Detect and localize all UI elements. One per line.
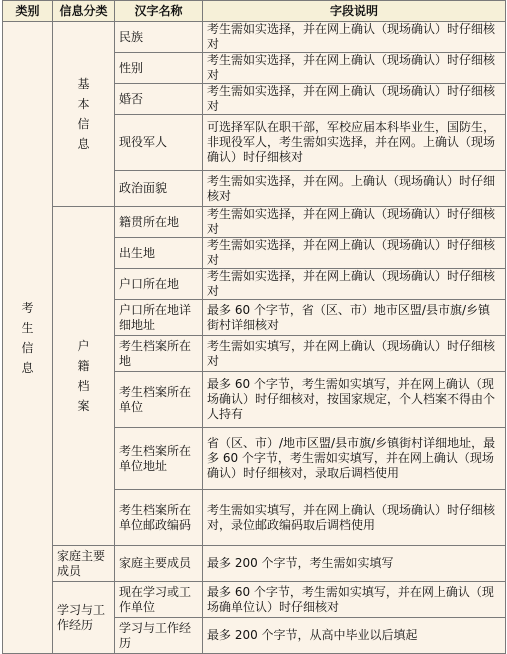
field-name: 学习与工作经历 (115, 618, 203, 654)
table-row (3, 22, 506, 53)
field-desc: 考生需如实填写，并在网上确认（现场确认）时仔细核对 (203, 336, 506, 372)
field-name: 现役军人 (115, 115, 203, 171)
field-desc: 省（区、市）/地市区盟/县市旗/乡镇街村详细地址，最多 60 个字节，考生需如实填写，并在网上确认（现场确认）时仔细核对，录取后调档使用 (203, 428, 506, 490)
info-table (2, 0, 506, 654)
category-label: 考生信息 (21, 300, 34, 375)
field-name: 家庭主要成员 (115, 546, 203, 582)
field-name: 考生档案所在地 (115, 336, 203, 372)
header-field-desc: 字段说明 (203, 1, 506, 22)
field-desc: 可选择军队在职干部，军校应届本科毕业生，国防生，非现役军人，考生需如实选择，并在网。上确认（现场确认）时仔细核对 (203, 115, 506, 171)
group-label: 基本信息 (77, 77, 90, 151)
field-desc: 最多 60 个字节，省（区、市）地市区盟/县市旗/乡镇街村详细核对 (203, 300, 506, 336)
group-study-work: 学习与工作经历 (53, 582, 115, 654)
field-name: 婚否 (115, 84, 203, 115)
field-name: 籍贯所在地 (115, 207, 203, 238)
field-name: 考生档案所在单位邮政编码 (115, 490, 203, 546)
field-name: 户口所在地 (115, 269, 203, 300)
header-info-class: 信息分类 (53, 1, 115, 22)
header-field-name: 汉字名称 (115, 1, 203, 22)
field-desc: 考生需如实选择，并在网上确认（现场确认）时仔细核对 (203, 269, 506, 300)
field-name: 户口所在地详细地址 (115, 300, 203, 336)
header-row (3, 1, 506, 22)
field-desc: 考生需如实选择，并在网上确认（现场确认）时仔细核对 (203, 84, 506, 115)
field-desc: 考生需如实选择，并在网上确认（现场确认）时仔细核对 (203, 53, 506, 84)
table-row (3, 546, 506, 582)
field-name: 性别 (115, 53, 203, 84)
field-name: 民族 (115, 22, 203, 53)
field-name: 出生地 (115, 238, 203, 269)
table-row (3, 207, 506, 238)
group-label: 户籍档案 (77, 339, 90, 413)
field-desc: 考生需如实选择，并在网上确认（现场确认）时仔细核对 (203, 238, 506, 269)
group-basic (53, 22, 115, 207)
field-name: 考生档案所在单位 (115, 372, 203, 428)
field-desc: 考生需如实选择，并在网上确认（现场确认）时仔细核对 (203, 22, 506, 53)
category-cell (3, 22, 53, 654)
table-row (3, 582, 506, 618)
field-desc: 最多 60 个字节，考生需如实填写，并在网上确认（现场确单位认）时仔细核对 (203, 582, 506, 618)
field-desc: 最多 200 个字节，从高中毕业以后填起 (203, 618, 506, 654)
header-category: 类别 (3, 1, 53, 22)
field-desc: 考生需如实选择，并在网上确认（现场确认）时仔细核对 (203, 207, 506, 238)
field-desc: 考生需如实选择，并在网。上确认（现场确认）时仔细核对 (203, 171, 506, 207)
group-household (53, 207, 115, 546)
field-desc: 考生需如实填写，并在网上确认（现场确认）时仔细核对，录位邮政编码取后调档使用 (203, 490, 506, 546)
field-name: 现在学习或工作单位 (115, 582, 203, 618)
field-desc: 最多 200 个字节，考生需如实填写 (203, 546, 506, 582)
group-family: 家庭主要成员 (53, 546, 115, 582)
field-name: 考生档案所在单位地址 (115, 428, 203, 490)
field-desc: 最多 60 个字节，考生需如实填写，并在网上确认（现场确认）时仔细核对，按国家规定，个人档案不得由个人持有 (203, 372, 506, 428)
field-name: 政治面貌 (115, 171, 203, 207)
